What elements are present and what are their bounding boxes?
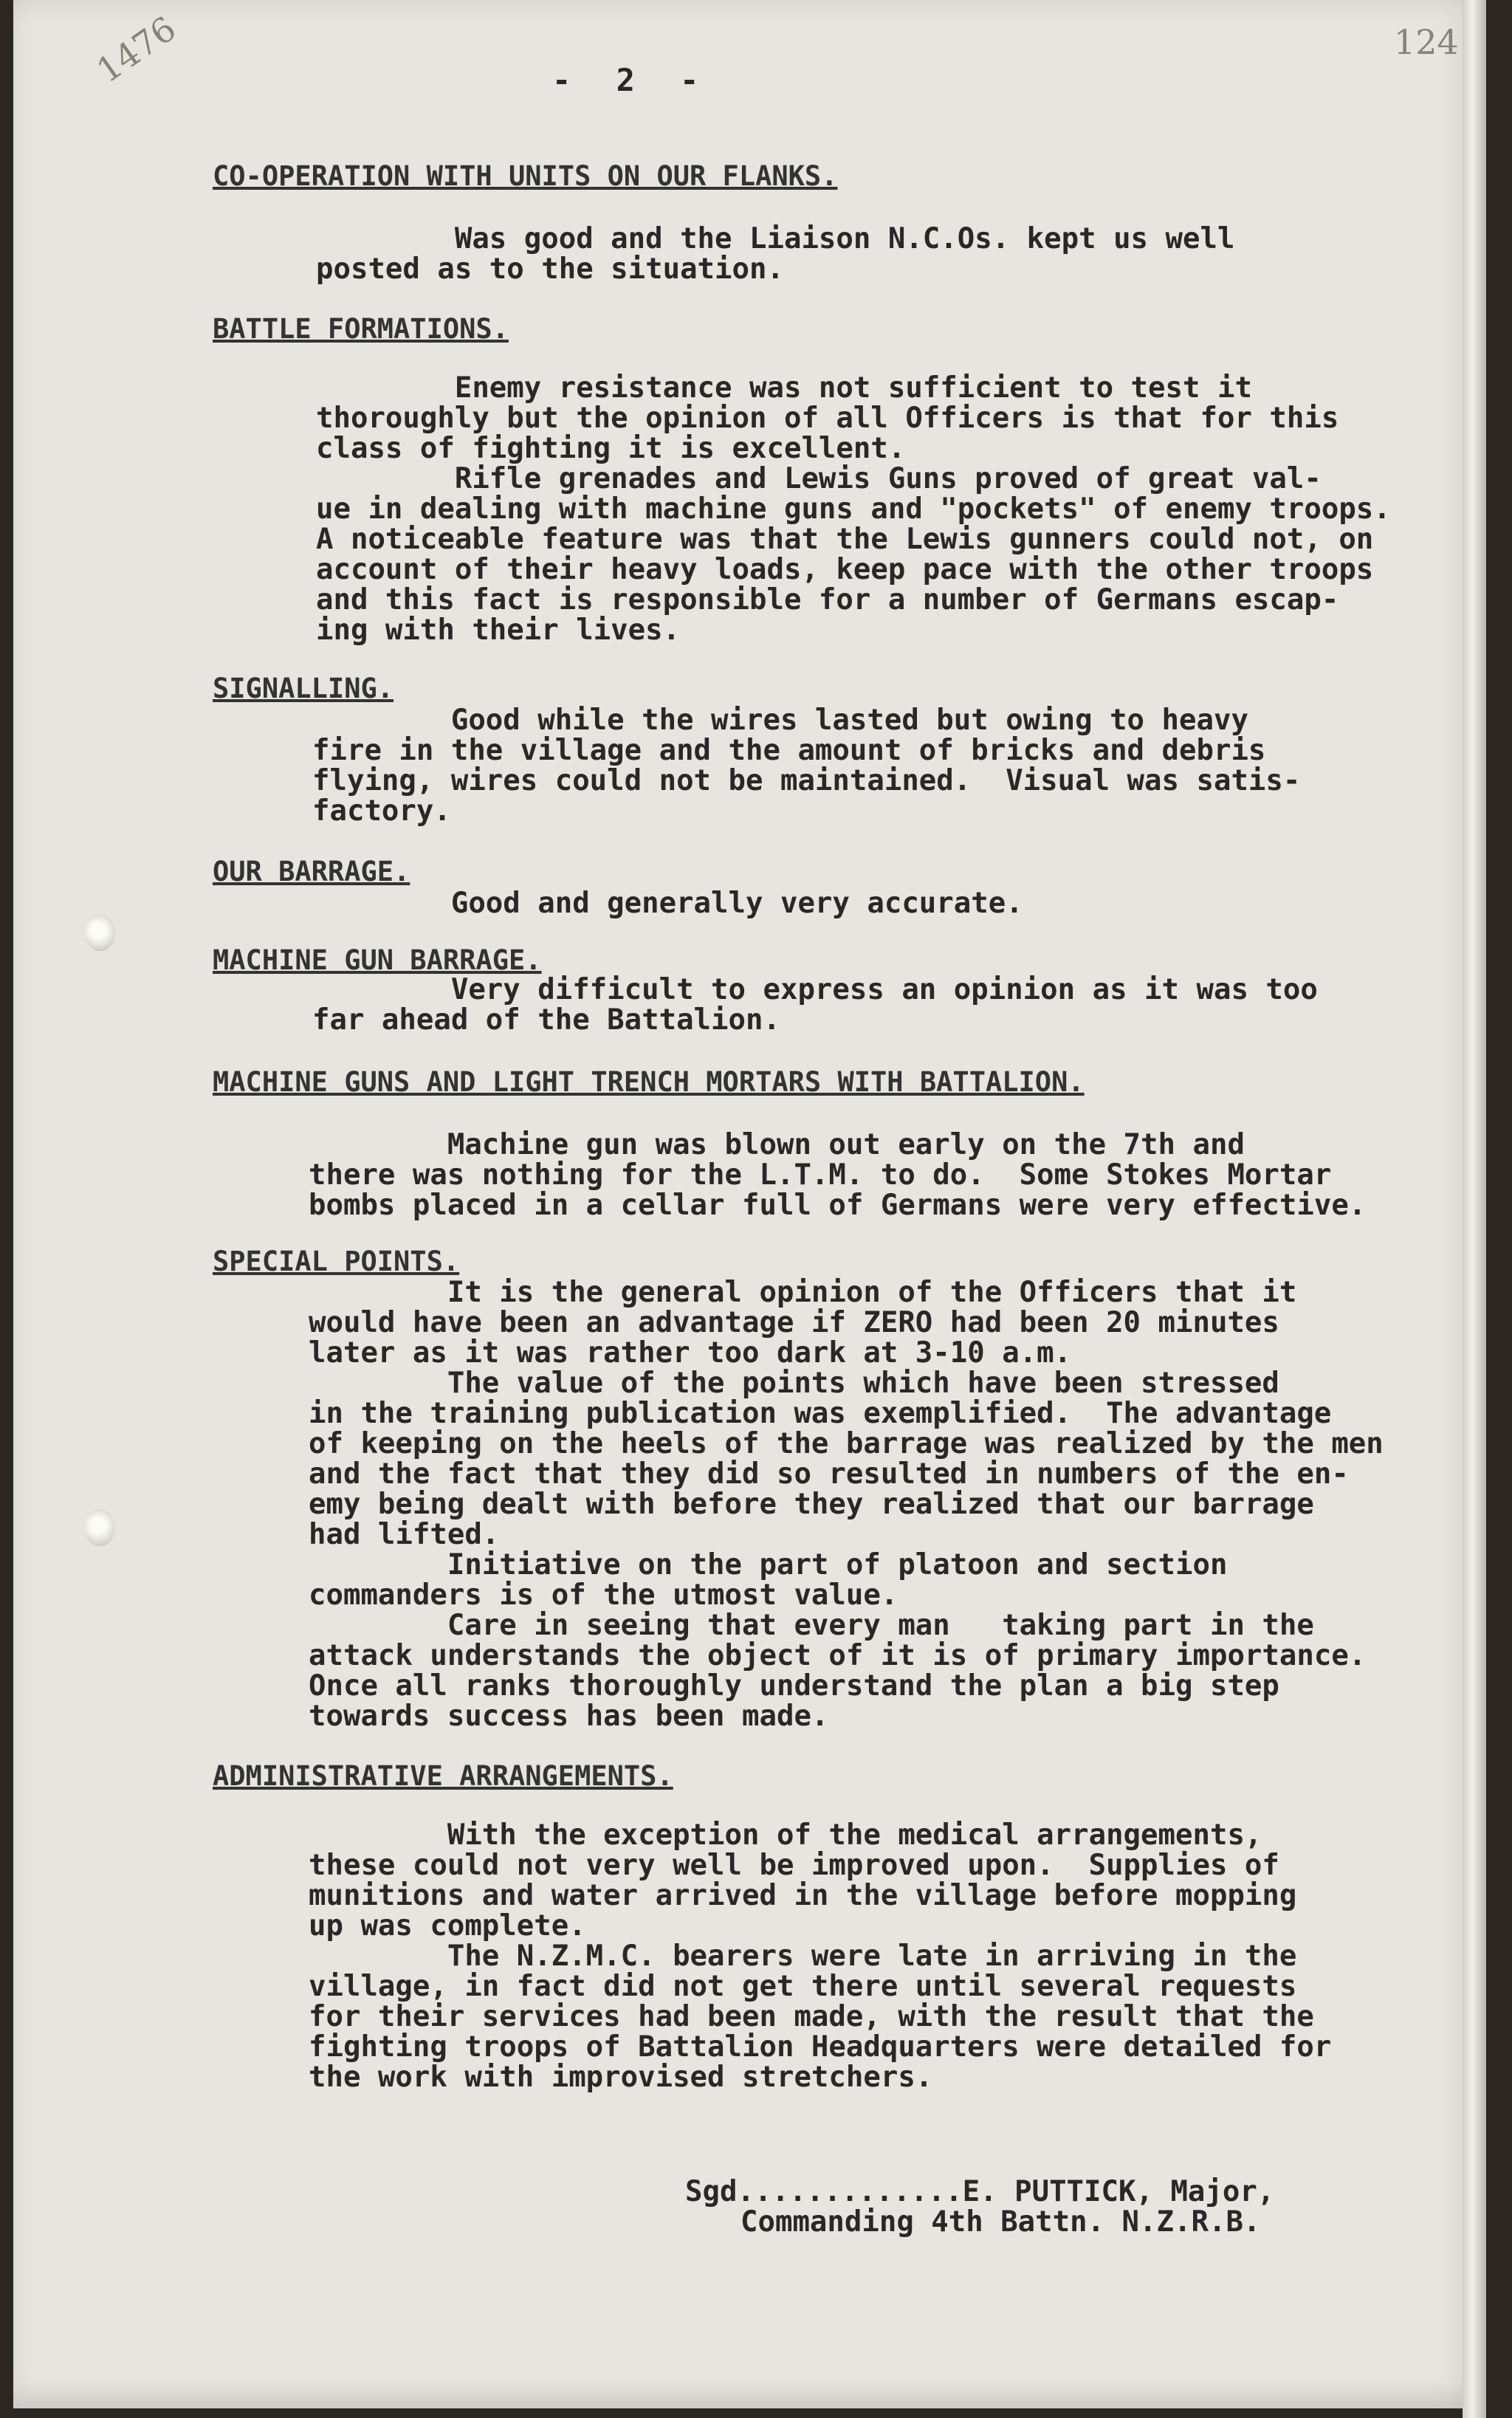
para-line: commanders is of the utmost value. xyxy=(309,1579,898,1612)
para-line: up was complete. xyxy=(309,1909,586,1943)
heading-battle-formations: BATTLE FORMATIONS. xyxy=(213,313,509,345)
para-line: account of their heavy loads, keep pace with the other troops xyxy=(316,553,1374,586)
para-line: attack understands the object of it is of primary importance. xyxy=(309,1639,1367,1672)
para-line: the work with improvised stretchers. xyxy=(309,2061,933,2094)
para-line: later as it was rather too dark at 3-10 a.m. xyxy=(309,1336,1072,1370)
para-line: towards success has been made. xyxy=(309,1700,829,1733)
para-line: far ahead of the Battalion. xyxy=(312,1003,780,1037)
para-line: Rifle grenades and Lewis Guns proved of great val- xyxy=(316,462,1322,495)
para-line: class of fighting it is excellent. xyxy=(316,432,906,465)
para-line: Care in seeing that every man taking part in the xyxy=(309,1609,1314,1642)
para-line: Was good and the Liaison N.C.Os. kept us well xyxy=(316,222,1235,255)
para-line: bombs placed in a cellar full of Germans were very effective. xyxy=(309,1189,1367,1222)
signature-line: Sgd.............E. PUTTICK, Major, xyxy=(685,2175,1275,2208)
para-line: munitions and water arrived in the village before mopping xyxy=(309,1879,1297,1912)
para-line: ing with their lives. xyxy=(316,614,681,647)
para-line: fighting troops of Battalion Headquarters were detailed for xyxy=(309,2030,1332,2064)
para-line: these could not very well be improved upon. Supplies of xyxy=(309,1849,1279,1882)
heading-signalling: SIGNALLING. xyxy=(213,673,394,704)
para-line: had lifted. xyxy=(309,1518,500,1551)
heading-co-operation: CO-OPERATION WITH UNITS ON OUR FLANKS. xyxy=(213,160,838,192)
signature-title: Commanding 4th Battn. N.Z.R.B. xyxy=(740,2205,1261,2239)
para-line: and the fact that they did so resulted in numbers of the en- xyxy=(309,1457,1349,1491)
heading-machine-guns-ltm: MACHINE GUNS AND LIGHT TRENCH MORTARS WITH BATTALION. xyxy=(213,1066,1085,1098)
para-line: Good while the wires lasted but owing to heavy xyxy=(312,704,1248,737)
para-line: A noticeable feature was that the Lewis gunners could not, on xyxy=(316,523,1374,556)
para-line: fire in the village and the amount of bricks and debris xyxy=(312,734,1266,767)
archive-mark-left: 1476 xyxy=(89,8,183,91)
para-line: Machine gun was blown out early on the 7th and xyxy=(309,1128,1245,1161)
para-line: in the training publication was exemplified. The advantage xyxy=(309,1397,1332,1430)
para-line: factory. xyxy=(312,794,451,828)
para-line: With the exception of the medical arrangements, xyxy=(309,1818,1262,1852)
para-line: It is the general opinion of the Officers that it xyxy=(309,1276,1297,1309)
document-page xyxy=(13,0,1486,2408)
para-line: emy being dealt with before they realized that our barrage xyxy=(309,1488,1314,1521)
para-line: village, in fact did not get there until several requests xyxy=(309,1970,1297,2003)
para-line: there was nothing for the L.T.M. to do. Some Stokes Mortar xyxy=(309,1158,1332,1192)
para-line: thoroughly but the opinion of all Officers is that for this xyxy=(316,402,1339,435)
para-line: The N.Z.M.C. bearers were late in arriving in the xyxy=(309,1940,1297,1973)
para-line: would have been an advantage if ZERO had been 20 minutes xyxy=(309,1306,1279,1339)
para-line: flying, wires could not be maintained. Visual was satis- xyxy=(312,764,1301,797)
para-line: Very difficult to express an opinion as it was too xyxy=(312,973,1318,1006)
para-line: Initiative on the part of platoon and section xyxy=(309,1548,1228,1581)
para-line: Enemy resistance was not sufficient to test it xyxy=(316,371,1252,405)
para-line: posted as to the situation. xyxy=(316,253,784,286)
archive-mark-right: 124 xyxy=(1394,22,1459,62)
para-line: ue in dealing with machine guns and "pockets" of enemy troops. xyxy=(316,492,1391,526)
heading-special-points: SPECIAL POINTS. xyxy=(213,1246,460,1277)
typed-text xyxy=(13,0,1486,2408)
para-line: and this fact is responsible for a number of Germans escap- xyxy=(316,583,1339,616)
heading-administrative-arrangements: ADMINISTRATIVE ARRANGEMENTS. xyxy=(213,1760,673,1792)
para-line: Once all ranks thoroughly understand the plan a big step xyxy=(309,1669,1279,1703)
para-line: for their services had been made, with the result that the xyxy=(309,2000,1314,2033)
para-line: of keeping on the heels of the barrage was realized by the men xyxy=(309,1427,1384,1460)
para-line: The value of the points which have been stressed xyxy=(309,1367,1279,1400)
page-number: - 2 - xyxy=(552,62,712,98)
heading-machine-gun-barrage: MACHINE GUN BARRAGE. xyxy=(213,944,542,976)
para-line: Good and generally very accurate. xyxy=(312,887,1023,920)
heading-our-barrage: OUR BARRAGE. xyxy=(213,856,410,887)
